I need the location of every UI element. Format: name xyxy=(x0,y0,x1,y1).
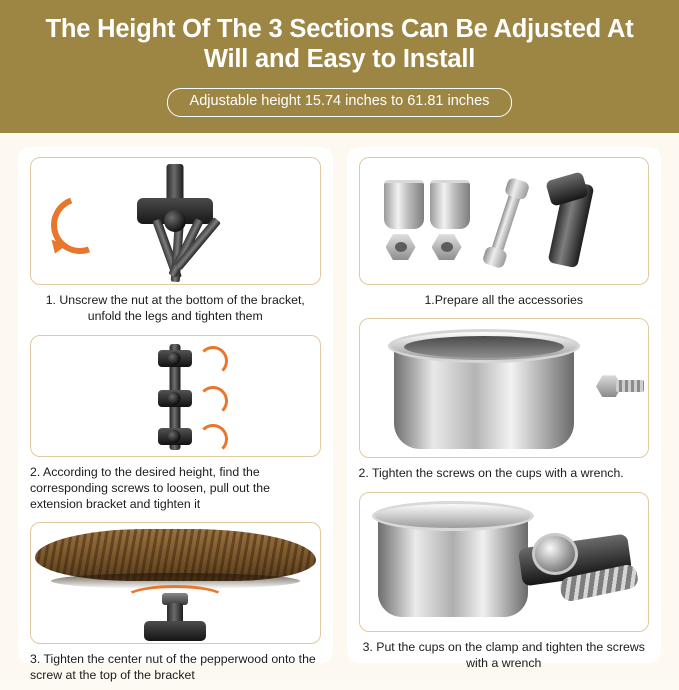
cup-on-clamp-photo xyxy=(359,492,650,632)
rotation-arrow-icon xyxy=(198,424,228,454)
left-step-1-caption: 1. Unscrew the nut at the bottom of the bracket, unfold the legs and tighten them xyxy=(45,293,305,324)
right-step-3 xyxy=(359,492,650,677)
left-step-3 xyxy=(30,522,321,689)
left-instruction-card xyxy=(18,147,333,683)
left-step-1 xyxy=(30,157,321,330)
adjustable-height-badge: Adjustable height 15.74 inches to 61.81 inches xyxy=(167,88,513,117)
rotation-arrow-icon xyxy=(198,346,228,376)
left-step-3-caption: 3. Tighten the center nut of the pepperwood onto the screw at the top of the bracket xyxy=(30,652,316,683)
right-step-2-caption: 2. Tighten the screws on the cups with a wrench. xyxy=(358,466,624,481)
header-badge-wrap xyxy=(24,88,655,117)
left-step-2-caption: 2. According to the desired height, find the corresponding screws to loosen, pull out the extension bracket and tighten it xyxy=(30,464,270,511)
right-step-1-caption: 1.Prepare all the accessories xyxy=(424,293,584,308)
page-title: The Height Of The 3 Sections Can Be Adjusted At Will and Easy to Install xyxy=(45,15,634,74)
left-step-2 xyxy=(30,335,321,519)
instructions-body xyxy=(0,133,679,681)
right-step-1 xyxy=(359,157,650,314)
extension-bracket-screws-photo xyxy=(30,335,321,457)
right-step-2 xyxy=(359,318,650,487)
pepperwood-center-nut-photo xyxy=(30,522,321,644)
accessories-cups-nuts-wrench-clamp-photo xyxy=(359,157,650,285)
right-instruction-card xyxy=(347,147,662,670)
rotation-arrow-icon xyxy=(198,386,228,416)
tripod-hub-unscrew-nut-photo xyxy=(30,157,321,285)
cup-screw-tighten-wrench-photo xyxy=(359,318,650,458)
right-step-3-caption: 3. Put the cups on the clamp and tighten the screws with a wrench xyxy=(362,639,645,670)
header-banner xyxy=(0,0,679,133)
